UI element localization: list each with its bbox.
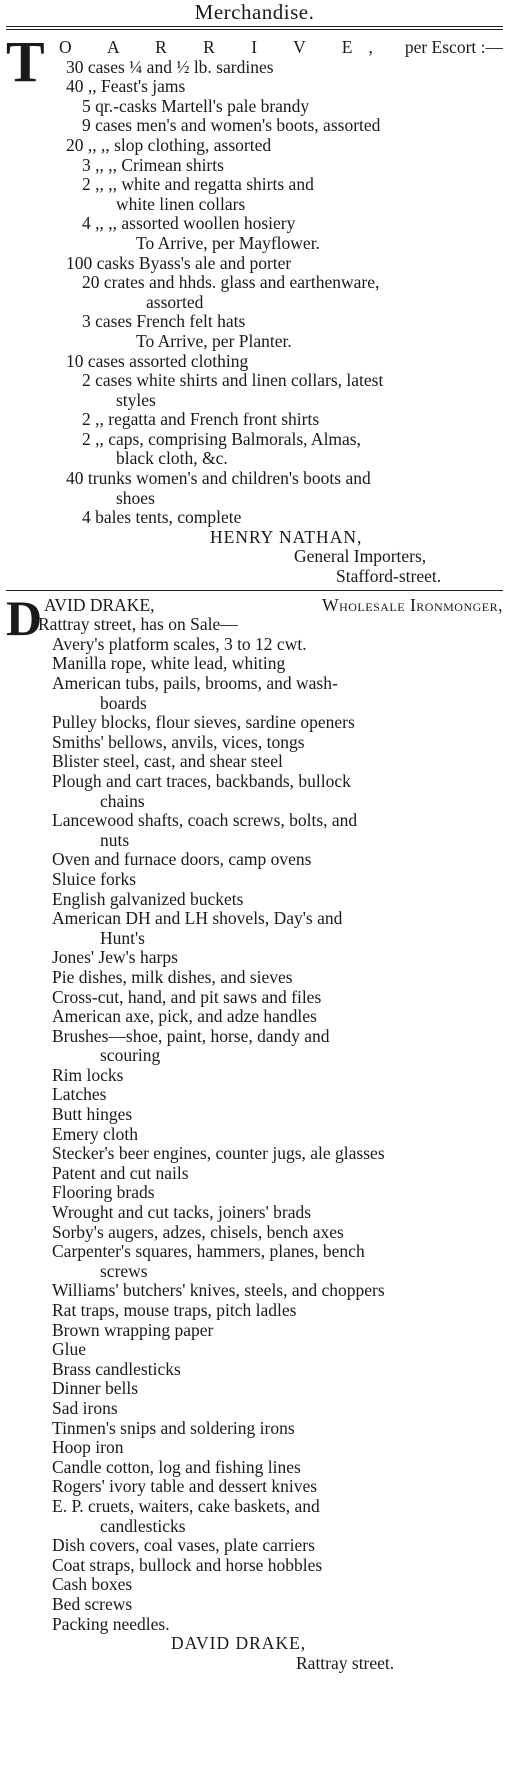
- ad1-line: 2 ,, caps, comprising Balmorals, Almas,: [82, 429, 361, 449]
- ad2-line: Pulley blocks, flour sieves, sardine openers: [52, 713, 355, 733]
- section-heading: Merchandise.: [194, 0, 315, 24]
- ad1-line: 9 cases men's and women's boots, assorted: [82, 116, 381, 136]
- ad1-line: white linen collars: [116, 194, 246, 214]
- ad1-line: 5 qr.-casks Martell's pale brandy: [82, 96, 310, 116]
- ad2-line: Dinner bells: [52, 1379, 139, 1399]
- ad2-line: Candle cotton, log and fishing lines: [52, 1457, 301, 1477]
- ad2-header-trade: Wholesale Ironmonger,: [322, 595, 503, 615]
- ad2-line: Smiths' bellows, anvils, vices, tongs: [52, 732, 305, 752]
- ad2-line: Rogers' ivory table and dessert knives: [52, 1477, 318, 1497]
- advertisement-henry-nathan: [6, 30, 503, 587]
- ad2-line: Sad irons: [52, 1398, 118, 1418]
- ad2-line: E. P. cruets, waiters, cake baskets, and: [52, 1496, 320, 1516]
- ad2-line: chains: [100, 791, 145, 811]
- ad2-line: Rat traps, mouse traps, pitch ladles: [52, 1301, 297, 1320]
- ad1-line: styles: [116, 390, 156, 410]
- ad1-line: 4 ,, ,, assorted woollen hosiery: [82, 214, 296, 234]
- ad2-line: Sorby's augers, adzes, chisels, bench axes: [52, 1222, 344, 1242]
- ad1-line: To Arrive, per Planter.: [136, 331, 292, 351]
- ad2-line: Latches: [52, 1085, 107, 1105]
- ad1-line: 20 ,, ,, slop clothing, assorted: [66, 135, 272, 155]
- ad2-line: nuts: [100, 830, 130, 850]
- advertisement-divider: [6, 590, 503, 591]
- ad1-line: 20 crates and hhds. glass and earthenware,: [82, 273, 380, 293]
- ad2-line: Manilla rope, white lead, whiting: [52, 654, 286, 674]
- ad2-header-name: AVID DRAKE,: [44, 595, 155, 615]
- ad2-line: Cross-cut, hand, and pit saws and files: [52, 987, 322, 1007]
- ad2-line: American axe, pick, and adze handles: [52, 1007, 317, 1027]
- ad2-signature-address: Rattray street.: [296, 1652, 395, 1673]
- ad1-to-arrive: O A R R I V E,: [59, 38, 389, 57]
- ad2-line: Tinmen's snips and soldering irons: [52, 1418, 295, 1438]
- ad1-line: 10 cases assorted clothing: [66, 351, 249, 371]
- ad2-line: Jones' Jew's harps: [52, 948, 178, 968]
- ad2-line: boards: [100, 693, 147, 713]
- ad1-line: 40 ,, Feast's jams: [66, 77, 186, 97]
- ad1-signature-title: General Importers,: [294, 546, 427, 567]
- ad2-line: scouring: [100, 1046, 161, 1066]
- ad2-line: Carpenter's squares, hammers, planes, bench: [52, 1242, 365, 1262]
- ad1-line: 4 bales tents, complete: [82, 508, 242, 528]
- ad2-line: Glue: [52, 1340, 87, 1360]
- ad1-line: 40 trunks women's and children's boots and: [66, 469, 371, 489]
- ad2-line: American tubs, pails, brooms, and wash-: [52, 674, 338, 693]
- ad2-line: Bed screws: [52, 1594, 133, 1614]
- ad2-line: screws: [100, 1261, 148, 1281]
- drop-cap-t: T: [6, 29, 45, 94]
- ad2-line: Rim locks: [52, 1065, 124, 1085]
- ad1-item-list: [6, 58, 503, 528]
- ad1-signature-name: HENRY NATHAN,: [210, 526, 363, 547]
- ad2-line: Blister steel, cast, and shear steel: [52, 752, 283, 772]
- ad2-line: Brass candlesticks: [52, 1359, 181, 1379]
- ad2-line: Rattray street, has on Sale—: [38, 615, 238, 635]
- ad2-line: Brushes—shoe, paint, horse, dandy and: [52, 1026, 330, 1046]
- ad1-line: 3 cases French felt hats: [82, 312, 246, 332]
- ad2-line: American DH and LH shovels, Day's and: [52, 909, 343, 929]
- ad1-line: assorted: [146, 292, 204, 312]
- ad1-first-line: [6, 38, 503, 58]
- ad1-line: 100 casks Byass's ale and porter: [66, 253, 292, 273]
- ad2-line: Dish covers, coal vases, plate carriers: [52, 1536, 315, 1556]
- ad2-line: Packing needles.: [52, 1614, 170, 1634]
- ad2-line: Flooring brads: [52, 1183, 155, 1203]
- ad2-line: Hoop iron: [52, 1438, 124, 1458]
- ad2-line: Oven and furnace doors, camp ovens: [52, 850, 312, 870]
- ad2-line: Sluice forks: [52, 869, 137, 889]
- advertisement-david-drake: [6, 589, 503, 1674]
- ad2-line: Hunt's: [100, 928, 145, 948]
- ad1-line: 3 ,, ,, Crimean shirts: [82, 155, 224, 175]
- ad2-line: Brown wrapping paper: [52, 1320, 214, 1340]
- ad2-line: Coat straps, bullock and horse hobbles: [52, 1555, 323, 1575]
- ad1-line: 30 cases ¼ and ½ lb. sardines: [66, 57, 274, 77]
- ad2-line: Butt hinges: [52, 1105, 133, 1125]
- ad2-line: Plough and cart traces, backbands, bullock: [52, 771, 351, 791]
- ad2-line: Pie dishes, milk dishes, and sieves: [52, 967, 293, 987]
- ad2-item-list: [6, 615, 503, 1634]
- drop-cap-d: D: [6, 589, 43, 646]
- ad1-line: shoes: [116, 488, 155, 508]
- ad1-signature-address: Stafford-street.: [336, 566, 442, 587]
- ad1-line: black cloth, &c.: [116, 449, 228, 469]
- ad2-line: Cash boxes: [52, 1575, 133, 1595]
- ad1-per-escort: per Escort :—: [404, 38, 503, 57]
- ad2-header-line: [6, 596, 503, 616]
- ad2-line: Lancewood shafts, coach screws, bolts, and: [52, 811, 358, 831]
- ad2-line: candlesticks: [100, 1516, 186, 1536]
- ad1-line: 2 ,, ,, white and regatta shirts and: [82, 175, 314, 195]
- ad2-line: Avery's platform scales, 3 to 12 cwt.: [52, 634, 307, 654]
- ad2-line: Williams' butchers' knives, steels, and choppers: [52, 1281, 385, 1301]
- ad2-line: Stecker's beer engines, counter jugs, ale glasses: [52, 1144, 385, 1164]
- ad1-line: 2 ,, regatta and French front shirts: [82, 410, 320, 430]
- heading-rule-top: [6, 26, 503, 27]
- ad2-line: Patent and cut nails: [52, 1163, 189, 1183]
- ad1-line: To Arrive, per Mayflower.: [136, 233, 320, 253]
- ad2-line: English galvanized buckets: [52, 889, 244, 909]
- ad2-line: Emery cloth: [52, 1124, 139, 1144]
- ad2-line: Wrought and cut tacks, joiners' brads: [52, 1203, 312, 1223]
- ad2-signature-name: DAVID DRAKE,: [171, 1633, 307, 1654]
- ad1-line: 2 cases white shirts and linen collars, latest: [82, 371, 384, 391]
